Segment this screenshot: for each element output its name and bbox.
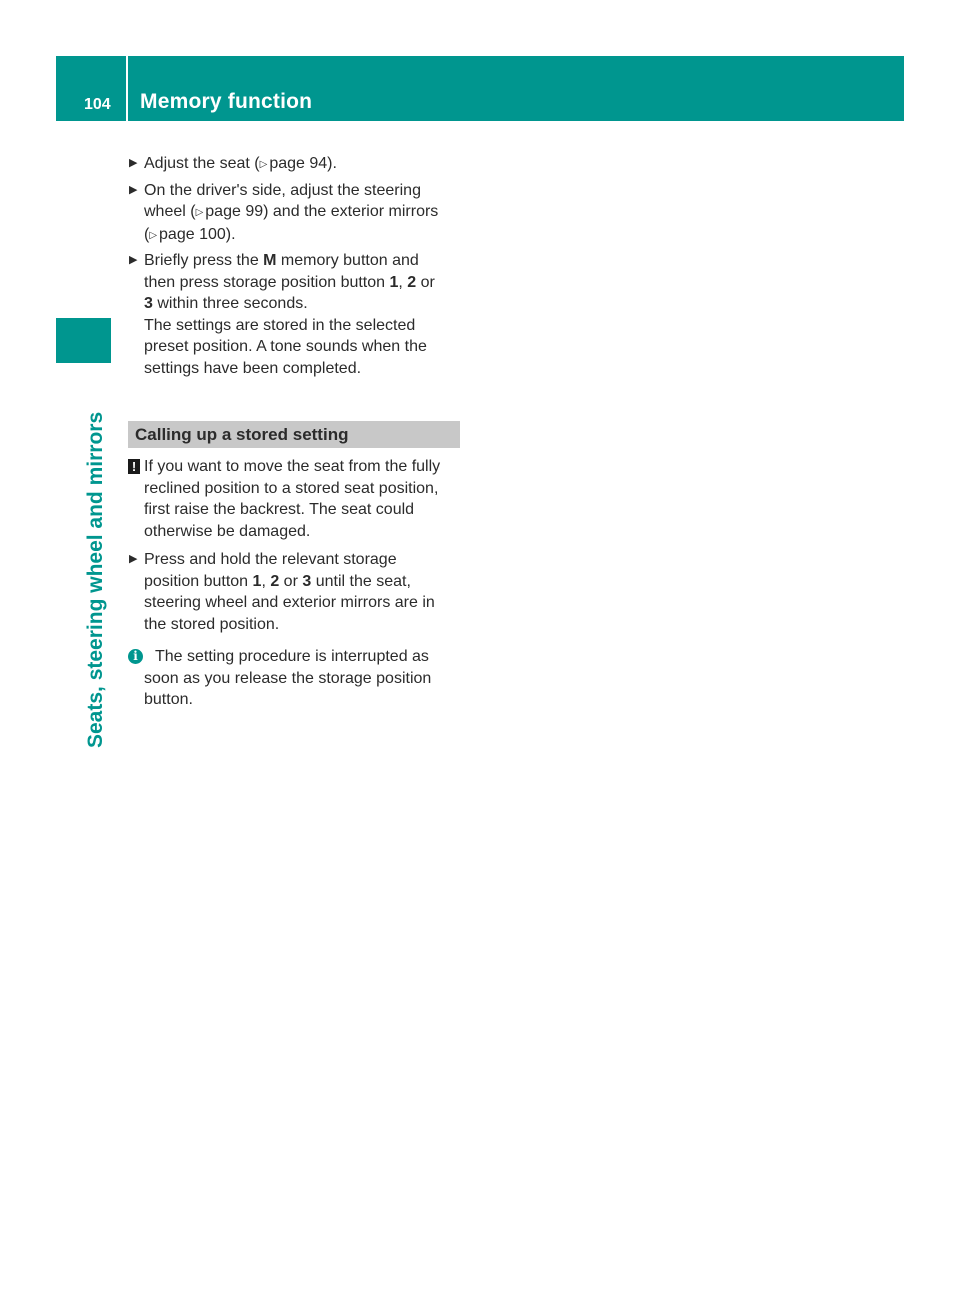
section-tab-marker	[56, 318, 111, 363]
step-line	[144, 571, 460, 593]
step-line: Press and hold the relevant storage	[144, 551, 397, 568]
step-text: memory button and	[276, 252, 419, 269]
info-icon: i	[128, 649, 143, 664]
page-reference-arrow-icon: ▷	[259, 159, 268, 170]
step-line	[144, 293, 460, 315]
step-text: until the seat,	[311, 572, 411, 590]
info-line: soon as you release the storage position	[144, 669, 432, 687]
warning-line: otherwise be damaged.	[144, 522, 311, 540]
step-arrow-icon: ▶	[129, 254, 138, 266]
page-header	[56, 56, 904, 121]
step-adjust-steering	[128, 180, 460, 247]
page-title: Memory function	[140, 90, 313, 113]
position-1-label: 1	[252, 572, 262, 590]
step-arrow-icon: ▶	[129, 157, 138, 169]
position-3-label: 3	[302, 572, 312, 590]
section-heading: Calling up a stored setting	[128, 421, 460, 448]
page-reference-link[interactable]: page 99	[205, 203, 264, 220]
chapter-label: Seats, steering wheel and mirrors	[84, 411, 107, 748]
warning-icon: !	[128, 459, 140, 474]
step-text: (	[144, 225, 150, 243]
position-2-label: 2	[407, 273, 417, 291]
step-text: position button	[144, 572, 253, 590]
info-line: button.	[144, 691, 193, 708]
step-text: ).	[225, 225, 236, 243]
header-divider	[126, 56, 128, 121]
step-result-line: The settings are stored in the selected	[144, 316, 416, 334]
page-reference-arrow-icon: ▷	[149, 229, 158, 241]
step-text: then press storage position button	[144, 273, 390, 291]
step-line: On the driver's side, adjust the steering	[144, 181, 421, 199]
page-reference-arrow-icon: ▷	[195, 207, 204, 218]
info-line: The setting procedure is interrupted as	[155, 648, 429, 665]
step-text: or	[416, 273, 435, 291]
step-line	[144, 272, 460, 294]
warning-note	[128, 456, 460, 542]
step-text: ).	[327, 155, 337, 172]
main-content	[128, 153, 460, 718]
step-text: within three seconds.	[152, 295, 308, 312]
step-text: wheel (	[144, 203, 196, 220]
step-arrow-icon: ▶	[129, 553, 138, 565]
warning-line: reclined position to a stored seat position,	[144, 479, 439, 497]
step-recall-position	[128, 549, 460, 635]
step-adjust-seat	[128, 153, 460, 176]
position-3-label: 3	[144, 295, 153, 312]
warning-line: first raise the backrest. The seat could	[144, 501, 415, 518]
step-text: ,	[398, 273, 408, 291]
step-line	[144, 224, 460, 247]
step-line: steering wheel and exterior mirrors are in	[144, 594, 435, 611]
step-text: ) and the exterior mirrors	[263, 203, 439, 220]
position-2-label: 2	[270, 572, 280, 590]
page-reference-link[interactable]: page 94	[269, 155, 328, 172]
warning-line: If you want to move the seat from the fully	[144, 458, 441, 475]
memory-button-label: M	[263, 252, 277, 269]
step-text: ,	[261, 572, 271, 590]
step-press-memory	[128, 250, 460, 379]
page-number: 104	[84, 96, 111, 113]
step-line	[144, 250, 460, 272]
step-line	[144, 201, 460, 224]
step-text: or	[279, 572, 303, 590]
step-text: Adjust the seat (	[144, 155, 260, 172]
step-result-line: settings have been completed.	[144, 359, 362, 377]
step-arrow-icon: ▶	[129, 183, 138, 196]
step-result-line: preset position. A tone sounds when the	[144, 338, 427, 355]
step-line: the stored position.	[144, 615, 280, 633]
info-note	[128, 646, 460, 711]
position-1-label: 1	[389, 273, 399, 291]
page-reference-link[interactable]: page 100	[159, 225, 226, 243]
step-text: Briefly press the	[144, 252, 264, 269]
